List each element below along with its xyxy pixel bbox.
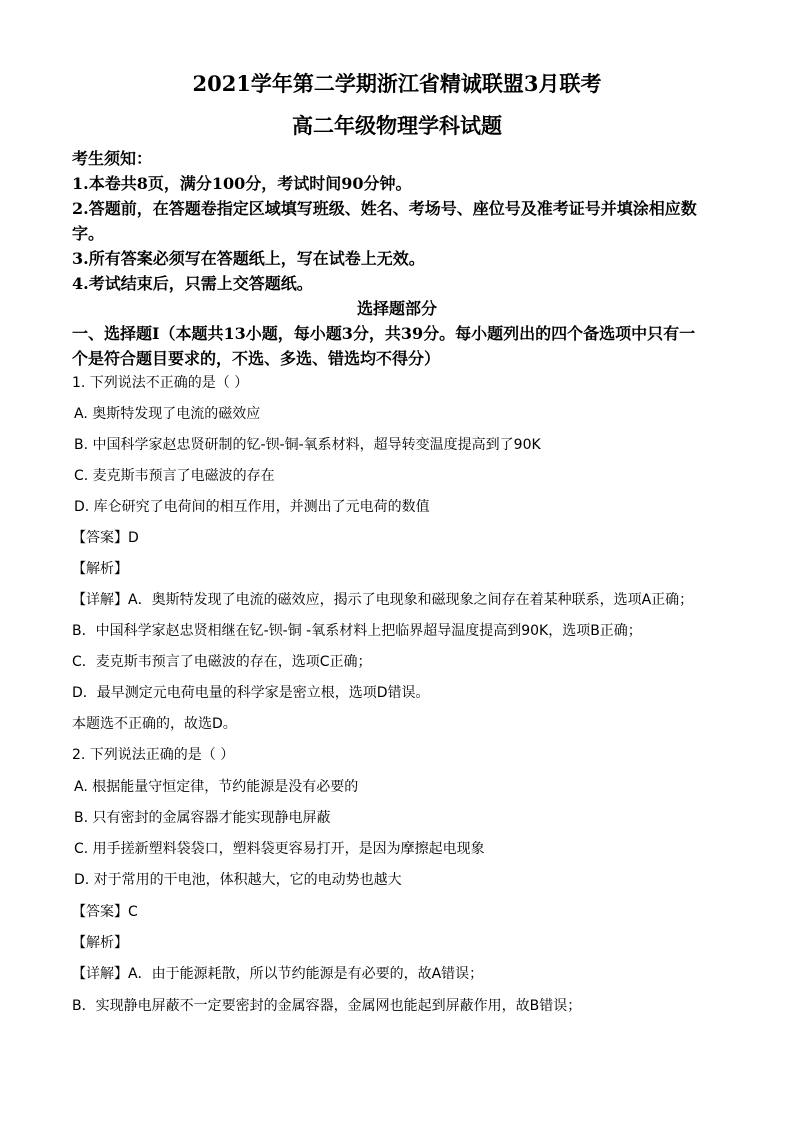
option-d: D. 对于常用的干电池，体积越大，它的电动势也越大 [74,872,402,888]
analysis-label: 【解析】 [72,935,128,951]
detail-line: 本题选不正确的，故选D。 [72,716,237,732]
option-b: B. 中国科学家赵忠贤研制的钇-钡-铜-氧系材料，超导转变温度提高到了90K [74,437,541,453]
exam-title: 2021学年第二学期浙江省精诚联盟3月联考 [192,71,602,96]
notice-item: 字。 [72,224,105,243]
exam-subtitle: 高二年级物理学科试题 [292,113,502,138]
option-c: C. 用手搓新塑料袋袋口，塑料袋更容易打开，是因为摩擦起电现象 [74,841,485,857]
detail-line: C．麦克斯韦预言了电磁波的存在，选项C正确； [72,654,372,670]
option-c: C. 麦克斯韦预言了电磁波的存在 [74,468,275,484]
answer-label: 【答案】D [72,530,139,546]
option-a: A. 根据能量守恒定律，节约能源是没有必要的 [74,779,359,795]
detail-line: 【详解】A．奥斯特发现了电流的磁效应，揭示了电现象和磁现象之间存在着某种联系，选项A正确； [72,592,694,608]
option-a: A. 奥斯特发现了电流的磁效应 [74,406,261,422]
detail-line: B．中国科学家赵忠贤相继在钇-钡-铜 -氧系材料上把临界超导温度提高到90K，选项B正确； [72,623,642,639]
detail-line: 【详解】A．由于能源耗散，所以节约能源是有必要的，故A错误； [72,966,484,982]
notice-item: 1.本卷共8页，满分100分，考试时间90分钟。 [72,174,412,193]
answer-label: 【答案】C [72,904,138,920]
option-d: D. 库仑研究了电荷间的相互作用，并测出了元电荷的数值 [74,499,430,515]
notice-heading: 考生须知： [72,149,153,168]
analysis-label: 【解析】 [72,561,128,577]
section-heading: 一、选择题Ⅰ（本题共13小题，每小题3分，共39分。每小题列出的四个备选项中只有一 [72,324,696,343]
detail-line: B．实现静电屏蔽不一定要密封的金属容器，金属网也能起到屏蔽作用，故B错误； [72,998,582,1014]
question-stem: 1. 下列说法不正确的是（ ） [72,375,249,391]
notice-item: 3.所有答案必须写在答题纸上，写在试卷上无效。 [72,249,425,268]
section-title: 选择题部分 [356,299,437,318]
detail-line: D．最早测定元电荷电量的科学家是密立根，选项D错误。 [72,685,430,701]
notice-item: 4.考试结束后，只需上交答题纸。 [72,274,313,293]
notice-item: 2.答题前，在答题卷指定区域填写班级、姓名、考场号、座位号及准考证号并填涂相应数 [72,199,697,218]
question-stem: 2. 下列说法正确的是（ ） [72,747,235,763]
section-heading: 个是符合题目要求的，不选、多选、错选均不得分） [72,349,441,368]
option-b: B. 只有密封的金属容器才能实现静电屏蔽 [74,810,331,826]
